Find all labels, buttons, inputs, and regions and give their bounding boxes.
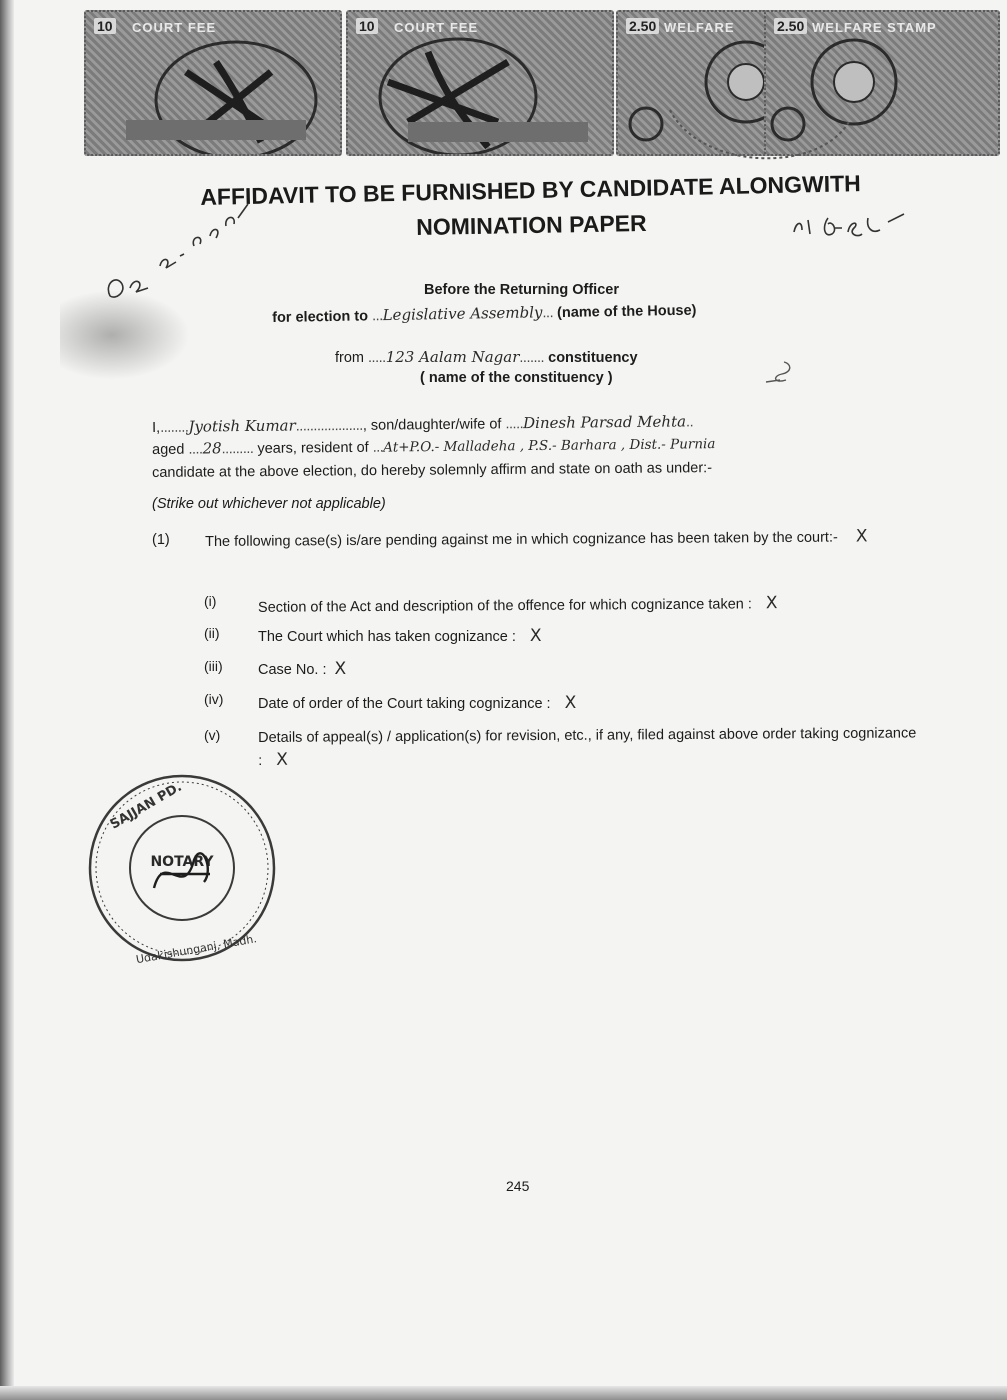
election-suffix: (name of the House) bbox=[556, 302, 697, 322]
item-1-number: (1) bbox=[152, 532, 170, 548]
notary-seal bbox=[84, 770, 280, 966]
svg-text:Udakishunganj, Madh.: Udakishunganj, Madh. bbox=[134, 932, 258, 966]
postmark-arc-icon bbox=[660, 100, 860, 180]
affidavit-title-line1: AFFIDAVIT TO BE FURNISHED BY CANDIDATE ALONGWITH bbox=[200, 170, 862, 210]
sub-item-iii bbox=[258, 659, 346, 679]
cross-mark: X bbox=[529, 626, 542, 646]
constituency-suffix: constituency bbox=[548, 350, 638, 366]
sub-item-i bbox=[258, 593, 778, 617]
constituency-field: 123 Aalam Nagar bbox=[385, 348, 520, 366]
aged-label: aged bbox=[152, 441, 185, 458]
cancellation-mark-icon bbox=[348, 12, 614, 156]
cross-mark: X bbox=[765, 593, 778, 614]
oath-line: candidate at the above election, do hereby solemnly affirm and state on oath as under:- bbox=[152, 460, 713, 481]
page-number: 245 bbox=[506, 1178, 530, 1194]
item-1-text bbox=[205, 525, 925, 553]
stamp-name: WELFARE STAMP bbox=[812, 20, 937, 35]
court-fee-stamp-2 bbox=[346, 10, 614, 156]
cross-mark: X bbox=[276, 749, 288, 770]
item-1-statement: The following case(s) is/are pending against me in which cognizance has been taken by the court:- bbox=[205, 529, 838, 550]
cross-mark: X bbox=[564, 693, 577, 713]
candidate-name-field: Jyotish Kumar bbox=[188, 416, 296, 436]
resident-label: years, resident of bbox=[257, 439, 369, 457]
stamp-name: WELFARE bbox=[664, 20, 735, 35]
sub-item-text: Details of appeal(s) / application(s) for revision, etc., if any, filed against above order taking cognizance : bbox=[258, 725, 917, 769]
stamp-value: 2.50 bbox=[774, 18, 807, 34]
sub-item-number: (v) bbox=[204, 727, 221, 743]
declarant-age-line: aged ....28......... years, resident of ...At+P.O.- Malladeha , P.S.- Barhara , Dist.- Purnia bbox=[152, 436, 716, 458]
constituency-line: from .....123 Aalam Nagar....... constituency bbox=[335, 348, 638, 366]
returning-officer-heading: Before the Returning Officer bbox=[424, 282, 619, 298]
sub-item-text: Date of order of the Court taking cognizance : bbox=[258, 696, 551, 712]
address-field: At+P.O.- Malladeha , P.S.- Barhara , Dist.- Purnia bbox=[383, 436, 716, 456]
sub-item-number: (i) bbox=[204, 593, 217, 609]
cross-mark: X bbox=[855, 526, 868, 547]
sub-item-v bbox=[258, 722, 918, 772]
stamp-value: 10 bbox=[356, 18, 378, 34]
sub-item-text: The Court which has taken cognizance : bbox=[258, 629, 516, 645]
stamp-value: 10 bbox=[94, 18, 116, 34]
from-prefix: from bbox=[335, 350, 364, 366]
court-fee-stamps bbox=[84, 4, 1000, 162]
sub-item-text: Section of the Act and description of the offence for which cognizance taken : bbox=[257, 596, 752, 616]
svg-text:NOTARY: NOTARY bbox=[150, 854, 214, 870]
cancellation-mark-icon bbox=[86, 12, 342, 156]
constituency-caption: ( name of the constituency ) bbox=[420, 370, 613, 386]
relation-label: , son/daughter/wife of bbox=[362, 416, 502, 434]
sub-item-number: (iv) bbox=[204, 691, 224, 707]
stamp-name: COURT FEE bbox=[394, 20, 479, 35]
svg-text:SAJJAN PD.: SAJJAN PD. bbox=[107, 779, 185, 833]
house-name-field: Legislative Assembly bbox=[382, 303, 543, 325]
scan-bottom-edge bbox=[0, 1386, 1007, 1400]
handwritten-margin-date bbox=[100, 196, 250, 306]
sub-item-ii bbox=[258, 626, 542, 646]
cross-mark: X bbox=[334, 659, 347, 679]
election-prefix: for election to bbox=[272, 308, 369, 326]
sub-item-number: (ii) bbox=[204, 625, 220, 641]
court-fee-stamp-1 bbox=[84, 10, 342, 156]
handwritten-date-mark bbox=[788, 204, 908, 244]
strike-out-note: (Strike out whichever not applicable) bbox=[152, 496, 386, 512]
declarant-name-line: I,........Jyotish Kumar..................., son/daughter/wife of .....Dinesh Parsad Mehta.. bbox=[152, 412, 694, 436]
i-prefix: I, bbox=[152, 419, 161, 436]
sub-item-text: Case No. : bbox=[258, 662, 327, 678]
age-field: 28 bbox=[202, 439, 222, 458]
sub-item-iv bbox=[258, 693, 576, 713]
handwritten-squiggle bbox=[762, 358, 798, 388]
sub-item-number: (iii) bbox=[204, 658, 223, 674]
scan-left-edge bbox=[0, 0, 14, 1400]
stamp-value: 2.50 bbox=[626, 18, 659, 34]
election-line: for election to ...Legislative Assembly... (name of the House) bbox=[272, 302, 697, 326]
stamp-name: COURT FEE bbox=[132, 20, 217, 35]
affidavit-title-line2: NOMINATION PAPER bbox=[416, 209, 647, 240]
parent-name-field: Dinesh Parsad Mehta bbox=[523, 412, 687, 433]
